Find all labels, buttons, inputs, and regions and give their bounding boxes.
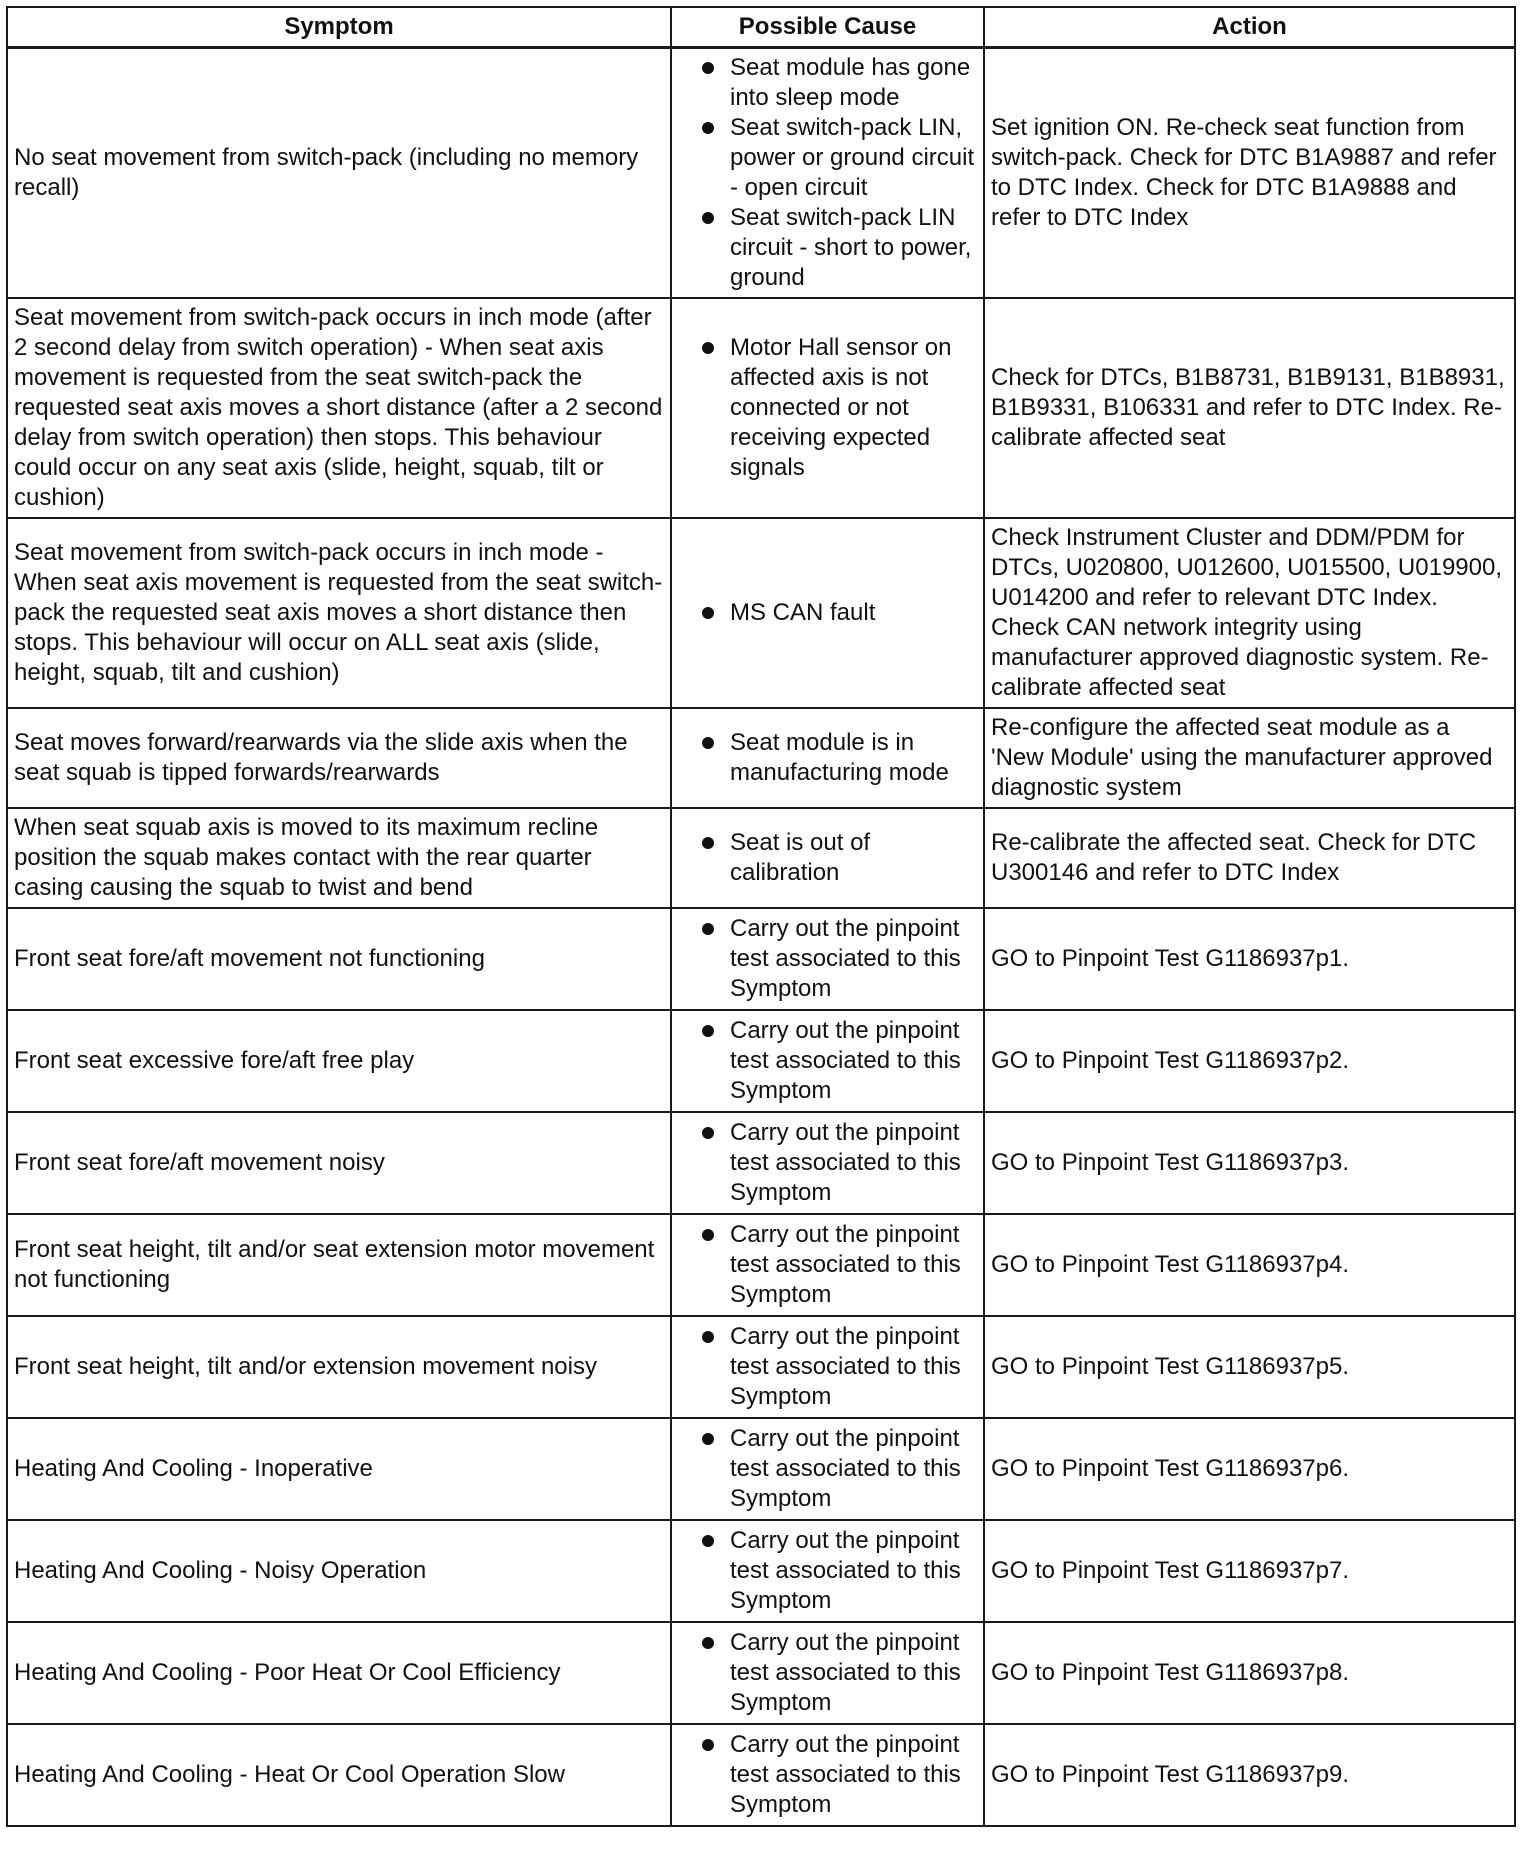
cause-list bbox=[678, 728, 977, 788]
possible-cause-cell bbox=[671, 1622, 984, 1724]
cause-list bbox=[678, 1526, 977, 1616]
action-cell: GO to Pinpoint Test G1186937p7. bbox=[984, 1520, 1515, 1622]
possible-cause-cell bbox=[671, 1724, 984, 1826]
table-row bbox=[7, 298, 1515, 518]
cause-list bbox=[678, 53, 977, 293]
action-cell: Set ignition ON. Re-check seat function from switch-pack. Check for DTC B1A9887 and refer to DTC Index. Check for DTC B1A9888 and refer to DTC Index bbox=[984, 48, 1515, 299]
cause-list-item: Carry out the pinpoint test associated to this Symptom bbox=[702, 1526, 977, 1616]
cause-list-item: Seat module is in manufacturing mode bbox=[702, 728, 977, 788]
symptom-cell: Heating And Cooling - Poor Heat Or Cool Efficiency bbox=[7, 1622, 671, 1724]
action-cell: Check for DTCs, B1B8731, B1B9131, B1B8931, B1B9331, B106331 and refer to DTC Index. Re-calibrate affected seat bbox=[984, 298, 1515, 518]
symptom-cell: Front seat fore/aft movement noisy bbox=[7, 1112, 671, 1214]
table-row bbox=[7, 1010, 1515, 1112]
table-row bbox=[7, 1724, 1515, 1826]
cause-list-item: MS CAN fault bbox=[702, 598, 977, 628]
cause-list-item: Seat switch-pack LIN circuit - short to power, ground bbox=[702, 203, 977, 293]
header-action: Action bbox=[984, 7, 1515, 48]
cause-list-item: Carry out the pinpoint test associated to this Symptom bbox=[702, 1118, 977, 1208]
possible-cause-cell bbox=[671, 1520, 984, 1622]
possible-cause-cell bbox=[671, 1214, 984, 1316]
action-cell: Check Instrument Cluster and DDM/PDM for DTCs, U020800, U012600, U015500, U019900, U014200 and refer to relevant DTC Index. Check CAN network integrity using manufacturer approved diagnostic system. Re-calibrate affected seat bbox=[984, 518, 1515, 708]
possible-cause-cell bbox=[671, 808, 984, 908]
symptom-cell: Heating And Cooling - Noisy Operation bbox=[7, 1520, 671, 1622]
cause-list-item: Carry out the pinpoint test associated to this Symptom bbox=[702, 1628, 977, 1718]
table-row bbox=[7, 1316, 1515, 1418]
cause-list-item: Seat switch-pack LIN, power or ground circuit - open circuit bbox=[702, 113, 977, 203]
cause-list bbox=[678, 1220, 977, 1310]
cause-list-item: Carry out the pinpoint test associated to this Symptom bbox=[702, 1016, 977, 1106]
possible-cause-cell bbox=[671, 298, 984, 518]
table-row bbox=[7, 518, 1515, 708]
cause-list bbox=[678, 828, 977, 888]
table-row bbox=[7, 1520, 1515, 1622]
table-row bbox=[7, 1112, 1515, 1214]
symptom-cell: Seat moves forward/rearwards via the slide axis when the seat squab is tipped forwards/rearwards bbox=[7, 708, 671, 808]
cause-list bbox=[678, 1118, 977, 1208]
action-cell: GO to Pinpoint Test G1186937p9. bbox=[984, 1724, 1515, 1826]
possible-cause-cell bbox=[671, 518, 984, 708]
cause-list bbox=[678, 333, 977, 483]
cause-list bbox=[678, 1322, 977, 1412]
action-cell: GO to Pinpoint Test G1186937p4. bbox=[984, 1214, 1515, 1316]
cause-list bbox=[678, 1016, 977, 1106]
action-cell: GO to Pinpoint Test G1186937p3. bbox=[984, 1112, 1515, 1214]
action-cell: GO to Pinpoint Test G1186937p2. bbox=[984, 1010, 1515, 1112]
cause-list-item: Carry out the pinpoint test associated to this Symptom bbox=[702, 1730, 977, 1820]
cause-list-item: Seat module has gone into sleep mode bbox=[702, 53, 977, 113]
symptom-cell: Front seat excessive fore/aft free play bbox=[7, 1010, 671, 1112]
possible-cause-cell bbox=[671, 1418, 984, 1520]
cause-list-item: Motor Hall sensor on affected axis is not connected or not receiving expected signals bbox=[702, 333, 977, 483]
symptom-cell: Seat movement from switch-pack occurs in inch mode - When seat axis movement is requested from the seat switch-pack the requested seat axis moves a short distance then stops. This behaviour will occur on ALL seat axis (slide, height, squab, tilt and cushion) bbox=[7, 518, 671, 708]
possible-cause-cell bbox=[671, 1112, 984, 1214]
table-row bbox=[7, 1418, 1515, 1520]
table-row bbox=[7, 808, 1515, 908]
table-body bbox=[7, 48, 1515, 1827]
header-possible-cause: Possible Cause bbox=[671, 7, 984, 48]
cause-list-item: Carry out the pinpoint test associated to this Symptom bbox=[702, 914, 977, 1004]
symptom-cell: No seat movement from switch-pack (including no memory recall) bbox=[7, 48, 671, 299]
table-row bbox=[7, 1622, 1515, 1724]
cause-list bbox=[678, 914, 977, 1004]
possible-cause-cell bbox=[671, 708, 984, 808]
diagnostic-table-container bbox=[6, 6, 1514, 1827]
table-row bbox=[7, 1214, 1515, 1316]
cause-list-item: Carry out the pinpoint test associated to this Symptom bbox=[702, 1220, 977, 1310]
possible-cause-cell bbox=[671, 1316, 984, 1418]
symptom-cell: Heating And Cooling - Inoperative bbox=[7, 1418, 671, 1520]
table-row bbox=[7, 708, 1515, 808]
symptom-chart-table bbox=[6, 6, 1516, 1827]
symptom-cell: When seat squab axis is moved to its maximum recline position the squab makes contact with the rear quarter casing causing the squab to twist and bend bbox=[7, 808, 671, 908]
action-cell: GO to Pinpoint Test G1186937p1. bbox=[984, 908, 1515, 1010]
cause-list bbox=[678, 598, 977, 628]
action-cell: Re-configure the affected seat module as a 'New Module' using the manufacturer approved diagnostic system bbox=[984, 708, 1515, 808]
table-row bbox=[7, 48, 1515, 299]
cause-list-item: Carry out the pinpoint test associated to this Symptom bbox=[702, 1322, 977, 1412]
cause-list bbox=[678, 1424, 977, 1514]
cause-list bbox=[678, 1628, 977, 1718]
action-cell: Re-calibrate the affected seat. Check for DTC U300146 and refer to DTC Index bbox=[984, 808, 1515, 908]
action-cell: GO to Pinpoint Test G1186937p8. bbox=[984, 1622, 1515, 1724]
header-symptom: Symptom bbox=[7, 7, 671, 48]
action-cell: GO to Pinpoint Test G1186937p6. bbox=[984, 1418, 1515, 1520]
cause-list-item: Carry out the pinpoint test associated to this Symptom bbox=[702, 1424, 977, 1514]
possible-cause-cell bbox=[671, 908, 984, 1010]
action-cell: GO to Pinpoint Test G1186937p5. bbox=[984, 1316, 1515, 1418]
symptom-cell: Front seat fore/aft movement not functioning bbox=[7, 908, 671, 1010]
symptom-cell: Heating And Cooling - Heat Or Cool Operation Slow bbox=[7, 1724, 671, 1826]
cause-list bbox=[678, 1730, 977, 1820]
possible-cause-cell bbox=[671, 1010, 984, 1112]
possible-cause-cell bbox=[671, 48, 984, 299]
symptom-cell: Front seat height, tilt and/or extension movement noisy bbox=[7, 1316, 671, 1418]
table-header-row bbox=[7, 7, 1515, 48]
symptom-cell: Front seat height, tilt and/or seat extension motor movement not functioning bbox=[7, 1214, 671, 1316]
table-row bbox=[7, 908, 1515, 1010]
symptom-cell: Seat movement from switch-pack occurs in inch mode (after 2 second delay from switch operation) - When seat axis movement is requested from the seat switch-pack the requested seat axis moves a short distance (after a 2 second delay from switch operation) then stops. This behaviour could occur on any seat axis (slide, height, squab, tilt or cushion) bbox=[7, 298, 671, 518]
cause-list-item: Seat is out of calibration bbox=[702, 828, 977, 888]
